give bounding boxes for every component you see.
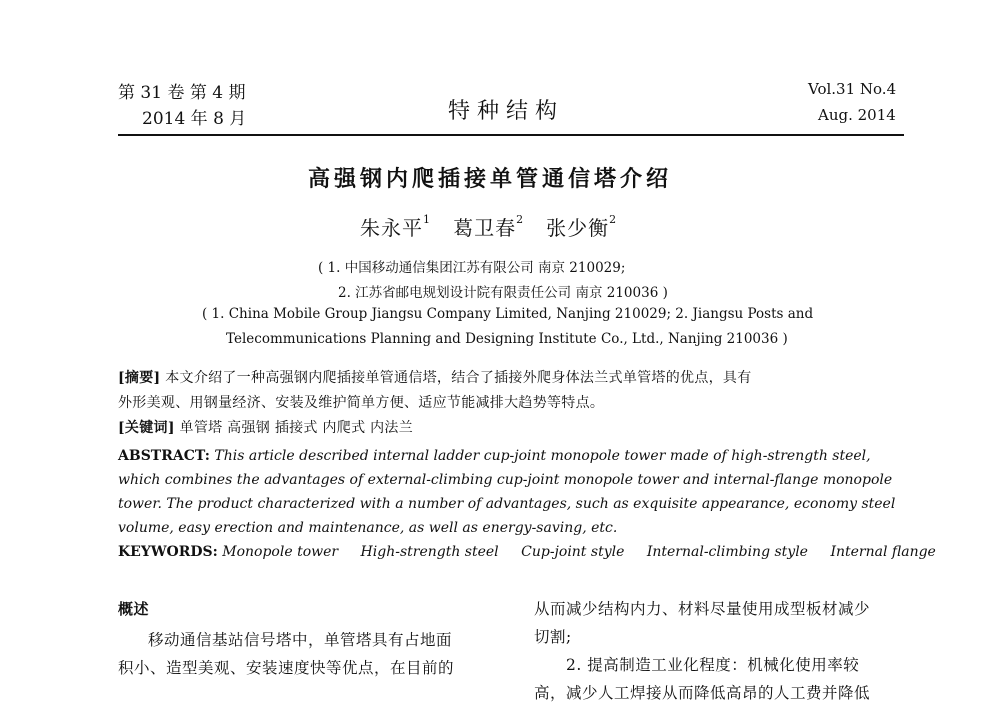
paper-title: 高强钢内爬插接单管通信塔介绍 <box>308 167 673 192</box>
abstract-en-line-4: volume, easy erection and maintenance, as well as energy-saving, etc. <box>118 520 618 536</box>
date-cn: 2014 年 8 月 <box>142 109 247 129</box>
abstract-cn-label: [摘要] <box>118 370 161 386</box>
abstract-en-line-2: which combines the advantages of external-climbing cup-joint monopole tower and internal-flange monopole <box>118 472 893 488</box>
keywords-en <box>118 544 954 560</box>
volume-issue-en: Vol.31 No.4 <box>808 80 897 98</box>
abstract-en-label: ABSTRACT: <box>118 448 210 464</box>
abstract-cn-line-2: 外形美观、用钢量经济、安装及维护简单方便、适应节能减排大趋势等特点。 <box>118 395 605 411</box>
author-name: 朱永平 <box>360 216 423 240</box>
affiliation-en-2: Telecommunications Planning and Designing Institute Co., Ltd., Nanjing 210036 ) <box>226 331 788 347</box>
keywords-en-label: KEYWORDS: <box>118 544 218 560</box>
volume-issue-cn: 第 31 卷 第 4 期 <box>118 83 246 103</box>
author-affiliation-mark: 1 <box>423 213 431 227</box>
keywords-cn-text: 单管塔 高强钢 插接式 内爬式 内法兰 <box>179 420 414 436</box>
abstract-cn-line-1 <box>118 367 752 387</box>
abstract-en-text: This article described internal ladder cup-joint monopole tower made of high-strength steel, <box>214 448 871 464</box>
abstract-en-line-1 <box>118 448 871 464</box>
abstract-cn-text: 本文介绍了一种高强钢内爬插接单管通信塔，结合了插接外爬身体法兰式单管塔的优点，具有 <box>165 370 752 386</box>
keyword-item: High-strength steel <box>360 544 499 560</box>
author-list <box>360 212 617 241</box>
body-left-line-1: 移动通信基站信号塔中，单管塔具有占地面 <box>148 631 453 649</box>
body-left-line-2: 积小、造型美观、安装速度快等优点，在目前的 <box>118 659 455 677</box>
abstract-en-line-3: tower. The product characterized with a number of advantages, such as exquisite appearance, economy steel <box>118 496 896 512</box>
affiliation-en-1: ( 1. China Mobile Group Jiangsu Company Limited, Nanjing 210029; 2. Jiangsu Posts and <box>202 306 814 322</box>
keyword-item: Internal flange <box>830 544 936 560</box>
keywords-cn-label: [关键词] <box>118 420 175 436</box>
keywords-cn <box>118 417 413 437</box>
affiliation-cn-2: 2. 江苏省邮电规划设计院有限责任公司 南京 210036 ) <box>338 285 668 301</box>
journal-title: 特 种 结 构 <box>448 99 557 124</box>
affiliation-cn-1: ( 1. 中国移动通信集团江苏有限公司 南京 210029; <box>318 260 626 276</box>
author-affiliation-mark: 2 <box>609 213 618 227</box>
author-name: 葛卫春 <box>453 216 517 240</box>
body-right-line-2: 切割; <box>534 628 572 646</box>
author-affiliation-mark: 2 <box>516 213 525 227</box>
keyword-item: Monopole tower <box>222 544 339 560</box>
section-heading: 概述 <box>118 600 150 618</box>
date-en: Aug. 2014 <box>818 106 896 124</box>
author-name: 张少衡 <box>546 216 610 240</box>
keyword-item: Cup-joint style <box>521 544 625 560</box>
body-right-line-1: 从而减少结构内力、材料尽量使用成型板材减少 <box>534 600 871 618</box>
body-right-line-3: 2. 提高制造工业化程度：机械化使用率较 <box>566 656 860 674</box>
body-right-line-4: 高，减少人工焊接从而降低高昂的人工费并降低 <box>534 684 871 702</box>
keyword-item: Internal-climbing style <box>646 544 808 560</box>
header-rule <box>118 134 904 136</box>
